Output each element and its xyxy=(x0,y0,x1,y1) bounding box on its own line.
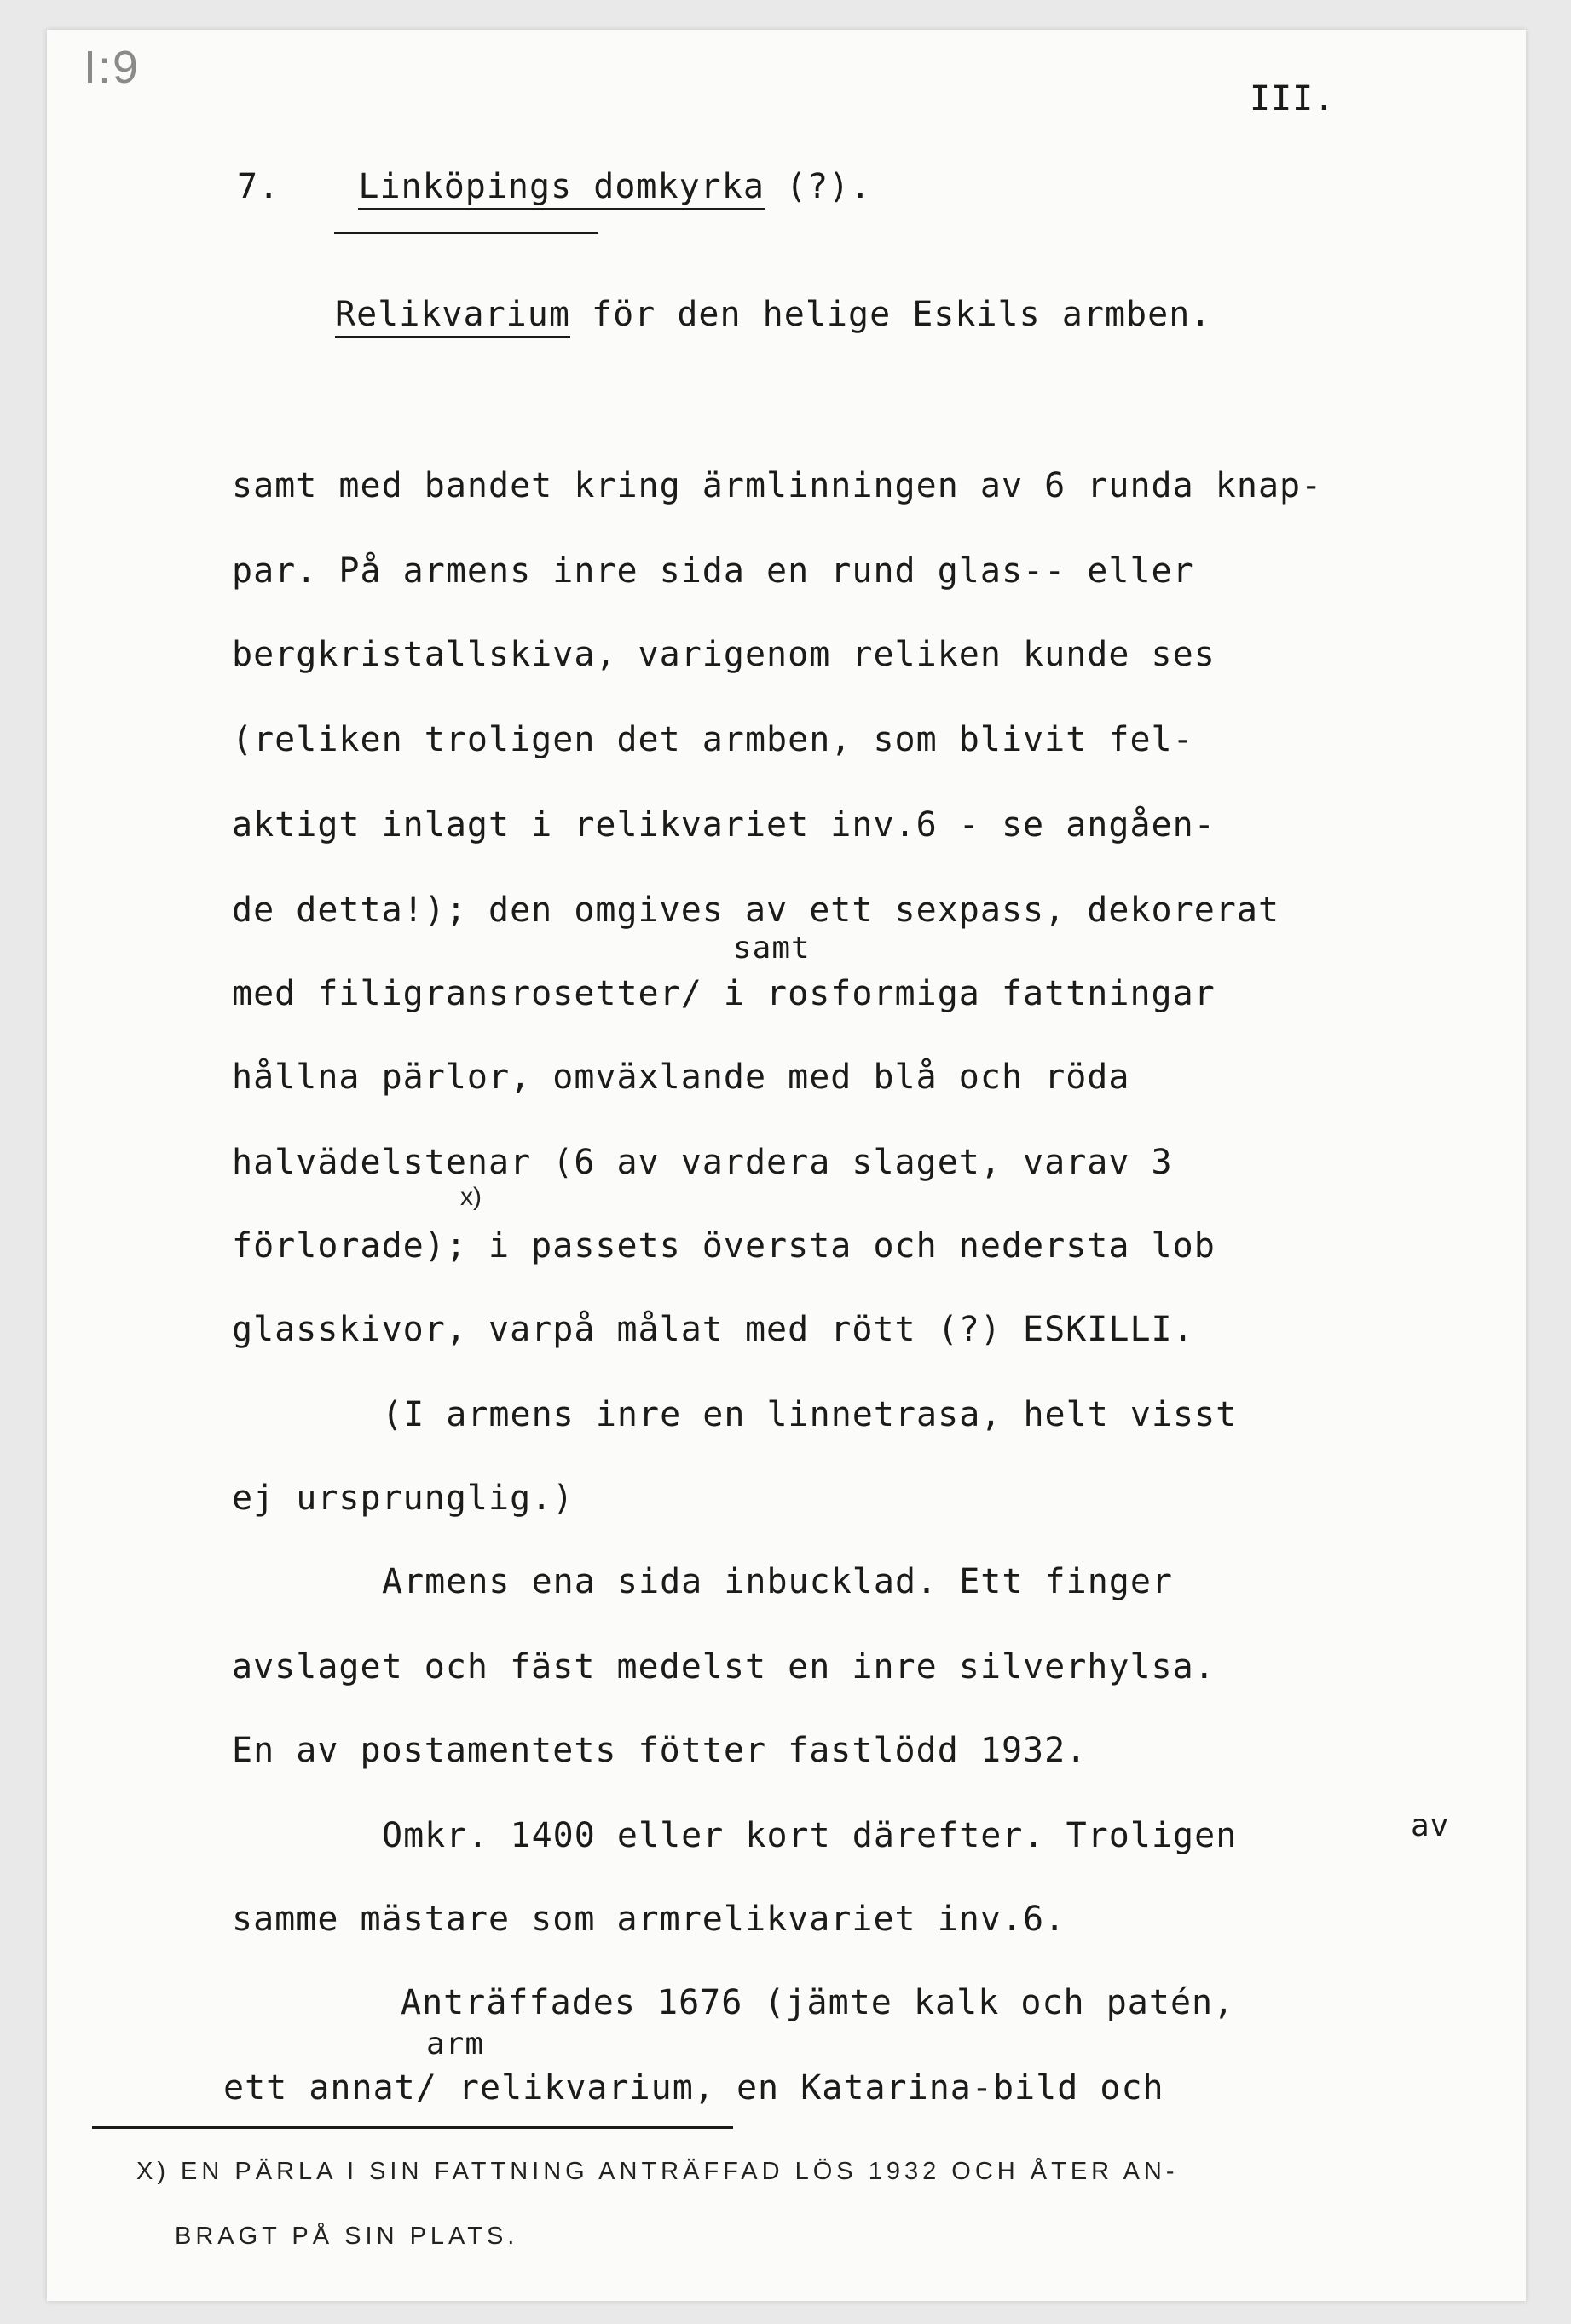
heading-number: 7. xyxy=(237,167,280,206)
body-line: Omkr. 1400 eller kort därefter. Troligen xyxy=(382,1816,1238,1855)
subheading-underlined: Relikvarium xyxy=(335,295,570,338)
subheading xyxy=(335,294,1211,335)
heading-underline-stroke xyxy=(334,232,598,234)
body-line: ej ursprunglig.) xyxy=(232,1479,575,1518)
body-line: par. På armens inre sida en rund glas-- eller xyxy=(232,551,1194,591)
body-line: En av postamentets fötter fastlödd 1932. xyxy=(232,1731,1088,1770)
body-line: aktigt inlagt i relikvariet inv.6 - se angåen- xyxy=(232,805,1216,845)
body-line: förlorade); i passets översta och nedersta lob xyxy=(232,1226,1216,1266)
body-line: samt med bandet kring ärmlinningen av 6 runda knap- xyxy=(232,466,1323,505)
heading-title: Linköpings domkyrka xyxy=(358,167,765,210)
heading xyxy=(237,166,871,207)
insertion-av: av xyxy=(1411,1808,1450,1843)
body-line: ett annat/ relikvarium, en Katarina-bild och xyxy=(223,2068,1164,2108)
footnote-separator xyxy=(92,2126,733,2129)
body-line: med filigransrosetter/ i rosformiga fattningar xyxy=(232,974,1216,1013)
subheading-rest: för den helige Eskils armben. xyxy=(592,295,1212,334)
body-line: samme mästare som armrelikvariet inv.6. xyxy=(232,1900,1066,1939)
archive-mark: I:9 xyxy=(84,42,141,93)
body-line: Anträffades 1676 (jämte kalk och patén, xyxy=(401,1983,1235,2022)
body-line: bergkristallskiva, varigenom reliken kunde ses xyxy=(232,635,1216,674)
body-line: (I armens inre en linnetrasa, helt visst xyxy=(382,1395,1238,1434)
insertion-arm: arm xyxy=(426,2027,485,2062)
heading-title-suffix: (?). xyxy=(786,167,872,206)
body-line: (reliken troligen det armben, som blivit fel- xyxy=(232,720,1194,759)
page-number: III. xyxy=(1250,79,1336,118)
body-line: glasskivor, varpå målat med rött (?) ESKILLI. xyxy=(232,1310,1194,1349)
insertion-samt: samt xyxy=(733,931,811,966)
body-line: hållna pärlor, omväxlande med blå och röda xyxy=(232,1058,1130,1097)
footnote-line: BRAGT PÅ SIN PLATS. xyxy=(175,2223,519,2250)
footnote-line: X) EN PÄRLA I SIN FATTNING ANTRÄFFAD LÖS 1932 OCH ÅTER AN- xyxy=(136,2158,1179,2185)
body-line: halvädelstenar (6 av vardera slaget, varav 3 xyxy=(232,1143,1173,1182)
body-line: de detta!); den omgives av ett sexpass, dekorerat xyxy=(232,891,1280,930)
footnote-mark: x) xyxy=(460,1183,482,1211)
body-line: avslaget och fäst medelst en inre silverhylsa. xyxy=(232,1647,1216,1687)
body-line: Armens ena sida inbucklad. Ett finger xyxy=(382,1562,1174,1601)
